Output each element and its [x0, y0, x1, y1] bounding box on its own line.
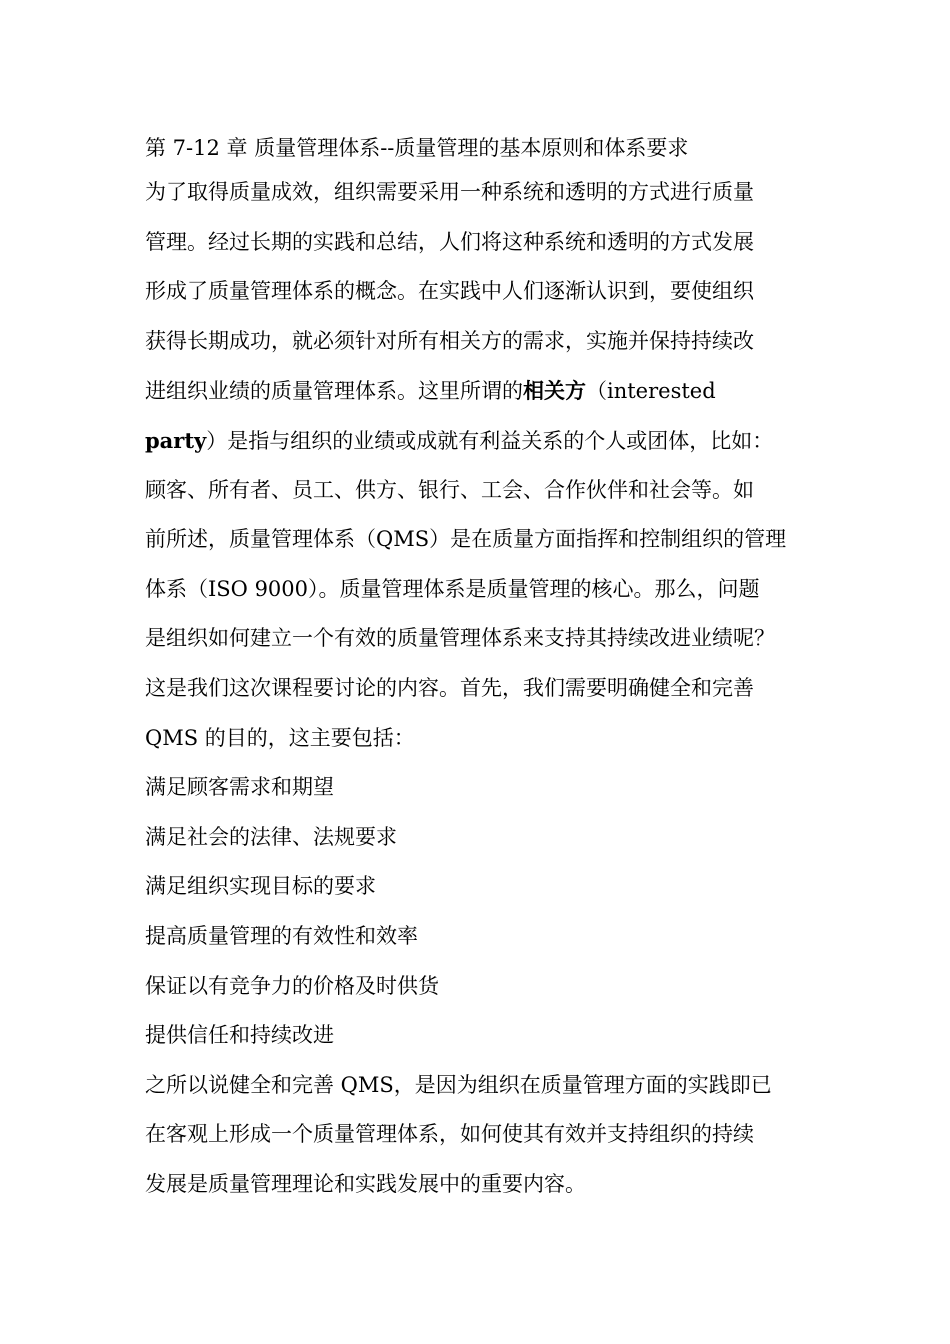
list-item: 提供信任和持续改进 [145, 1023, 334, 1048]
text-line: 形成了质量管理体系的概念。在实践中人们逐渐认识到，要使组织 [145, 279, 754, 304]
text-line: 为了取得质量成效，组织需要采用一种系统和透明的方式进行质量 [145, 180, 754, 204]
list-item: 满足顾客需求和期望 [145, 775, 334, 800]
document-body [145, 129, 815, 1209]
bold-term-party: party [145, 427, 207, 453]
list-item: 满足社会的法律、法规要求 [145, 824, 397, 849]
text-line: QMS 的目的，这主要包括： [145, 725, 415, 750]
text-line [145, 416, 815, 466]
text-line: 发展是质量管理理论和实践发展中的重要内容。 [145, 1171, 586, 1196]
list-item: 保证以有竞争力的价格及时供货 [145, 973, 439, 998]
text-line: 这是我们这次课程要讨论的内容。首先，我们需要明确健全和完善 [145, 675, 754, 700]
text-line: 在客观上形成一个质量管理体系，如何使其有效并支持组织的持续 [145, 1122, 754, 1147]
text-segment: 进组织业绩的质量管理体系。这里所谓的 [145, 379, 523, 404]
list-item: 满足组织实现目标的要求 [145, 874, 376, 899]
text-line: 获得长期成功，就必须针对所有相关方的需求，实施并保持持续改 [145, 328, 754, 353]
text-line: 之所以说健全和完善 QMS，是因为组织在质量管理方面的实践即已 [145, 1072, 772, 1097]
text-line: 顾客、所有者、员工、供方、银行、工会、合作伙伴和社会等。如 [145, 477, 754, 502]
bold-term-stakeholder: 相关方 [523, 378, 586, 404]
text-segment: （interested [586, 379, 716, 404]
text-segment: ）是指与组织的业绩或成就有利益关系的个人或团体，比如： [206, 428, 774, 453]
text-line [145, 366, 815, 416]
chapter-title: 第 7-12 章 质量管理体系--质量管理的基本原则和体系要求 [145, 136, 689, 160]
text-line: 体系（ISO 9000）。质量管理体系是质量管理的核心。那么，问题 [145, 576, 760, 601]
intro-paragraph [145, 168, 815, 763]
closing-paragraph [145, 1061, 815, 1210]
text-line: 前所述，质量管理体系（QMS）是在质量方面指挥和控制组织的管理 [145, 527, 787, 552]
list-item: 提高质量管理的有效性和效率 [145, 923, 418, 948]
text-line: 管理。经过长期的实践和总结，人们将这种系统和透明的方式发展 [145, 229, 754, 254]
purpose-list [145, 763, 815, 1061]
text-line: 是组织如何建立一个有效的质量管理体系来支持其持续改进业绩呢？ [145, 626, 775, 651]
